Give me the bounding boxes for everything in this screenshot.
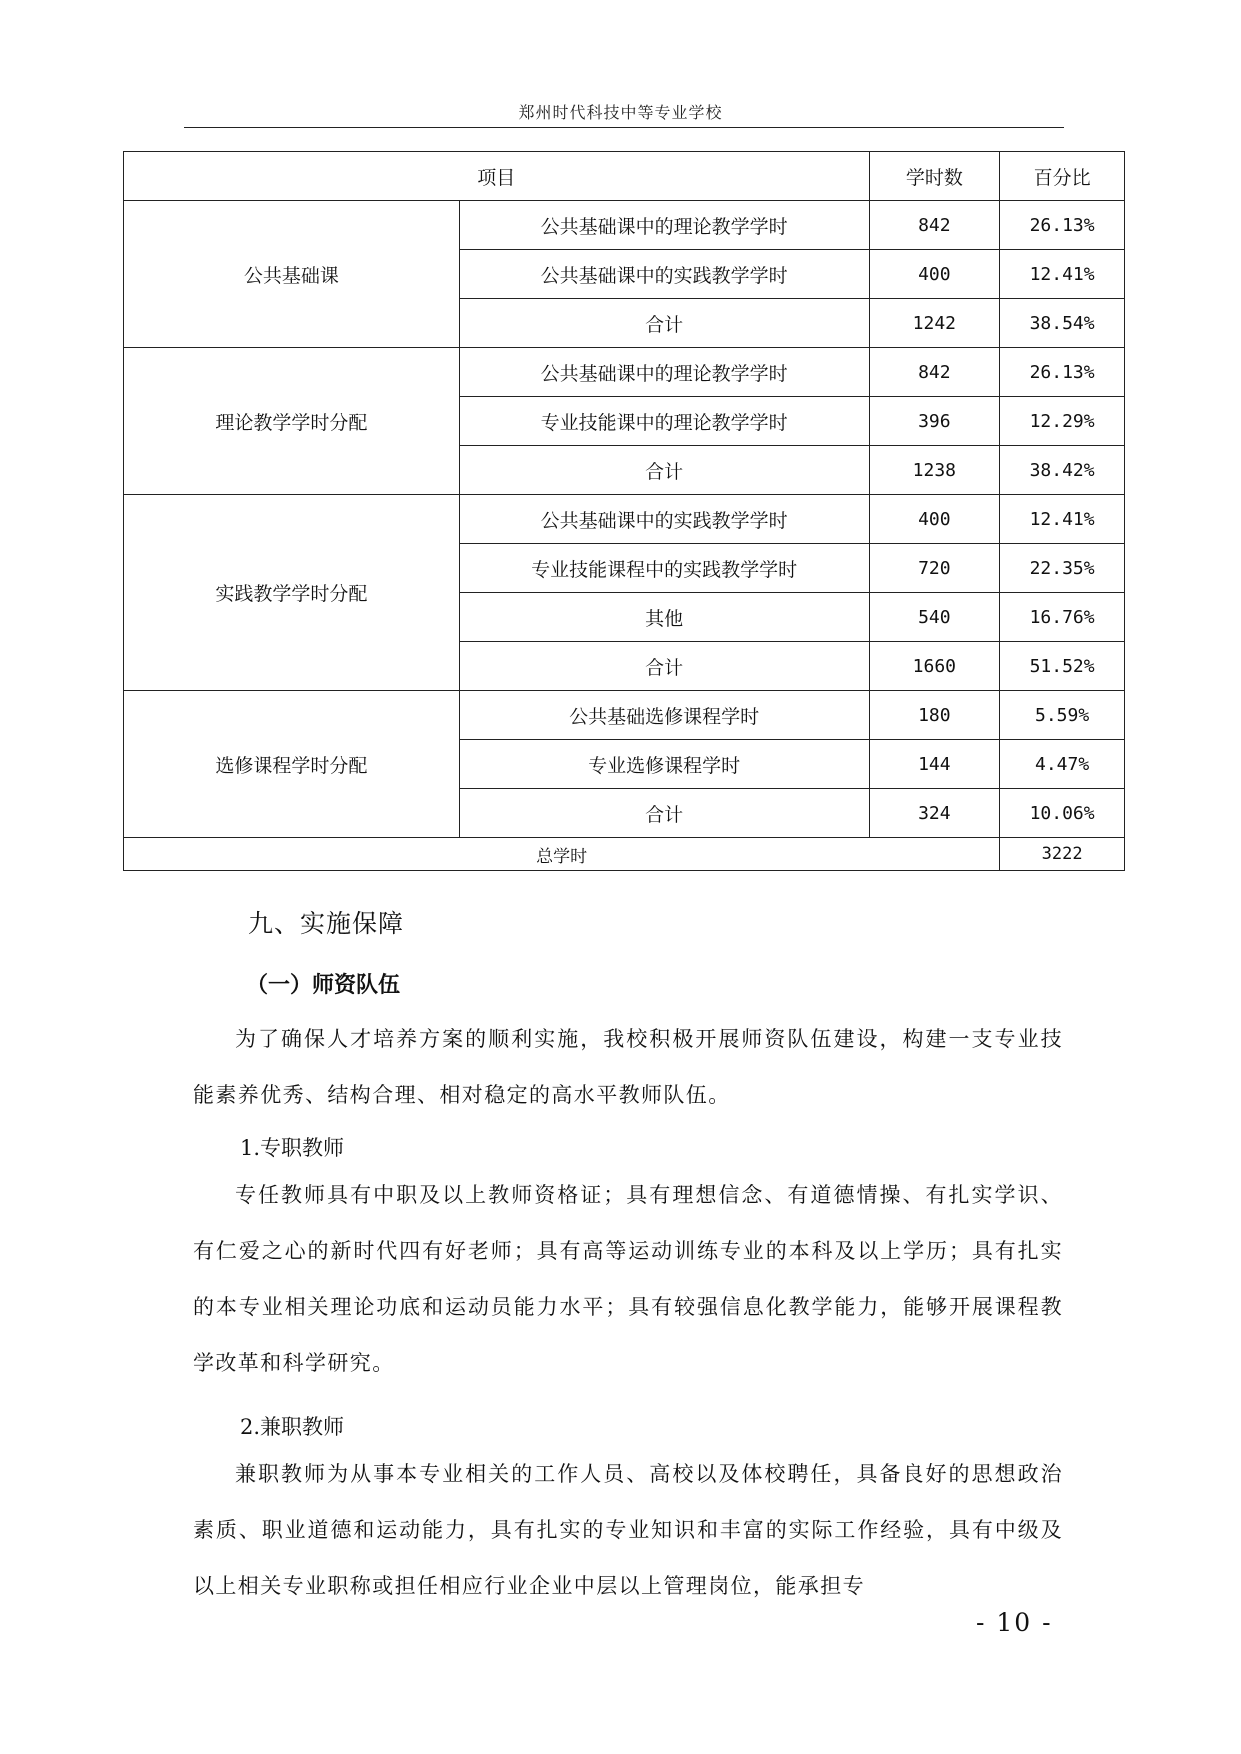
header-rule	[184, 127, 1064, 128]
hours-cell: 400	[869, 495, 1000, 544]
item-cell: 专业选修课程学时	[459, 740, 869, 789]
table-row	[124, 495, 1125, 544]
item-cell: 合计	[459, 642, 869, 691]
percent-cell: 5.59%	[1000, 691, 1125, 740]
hours-cell: 144	[869, 740, 1000, 789]
item-cell: 公共基础选修课程学时	[459, 691, 869, 740]
percent-cell: 51.52%	[1000, 642, 1125, 691]
percent-cell: 26.13%	[1000, 201, 1125, 250]
hours-cell: 400	[869, 250, 1000, 299]
item-cell: 其他	[459, 593, 869, 642]
hours-cell: 842	[869, 201, 1000, 250]
item-cell: 专业技能课中的理论教学学时	[459, 397, 869, 446]
percent-cell: 22.35%	[1000, 544, 1125, 593]
item-cell: 公共基础课中的实践教学学时	[459, 250, 869, 299]
percent-cell: 10.06%	[1000, 789, 1125, 838]
total-row	[124, 838, 1125, 871]
item1-heading: 1.专职教师	[240, 1136, 345, 1160]
percent-cell: 26.13%	[1000, 348, 1125, 397]
total-value-cell: 3222	[1000, 838, 1125, 871]
section-heading: 九、实施保障	[248, 909, 405, 938]
page-number: - 10 -	[976, 1608, 1053, 1637]
percent-cell: 4.47%	[1000, 740, 1125, 789]
item-cell: 合计	[459, 789, 869, 838]
percent-cell: 38.54%	[1000, 299, 1125, 348]
hours-cell: 1242	[869, 299, 1000, 348]
category-cell: 实践教学学时分配	[124, 495, 460, 691]
category-cell: 选修课程学时分配	[124, 691, 460, 838]
item2-heading: 2.兼职教师	[240, 1415, 345, 1439]
category-cell: 理论教学学时分配	[124, 348, 460, 495]
table-header-row	[124, 152, 1125, 201]
percent-cell: 12.41%	[1000, 250, 1125, 299]
header-cell-item: 项目	[124, 152, 870, 201]
school-name-header: 郑州时代科技中等专业学校	[518, 103, 723, 122]
item-cell: 专业技能课程中的实践教学学时	[459, 544, 869, 593]
hours-cell: 396	[869, 397, 1000, 446]
table-row	[124, 348, 1125, 397]
header-cell-percent: 百分比	[1000, 152, 1125, 201]
table-row	[124, 691, 1125, 740]
percent-cell: 12.29%	[1000, 397, 1125, 446]
hours-cell: 540	[869, 593, 1000, 642]
total-label-cell: 总学时	[124, 838, 1000, 871]
sub-heading: （一）师资队伍	[246, 973, 401, 998]
item-cell: 合计	[459, 299, 869, 348]
hours-cell: 1238	[869, 446, 1000, 495]
item-cell: 合计	[459, 446, 869, 495]
hours-cell: 324	[869, 789, 1000, 838]
hours-cell: 720	[869, 544, 1000, 593]
hours-cell: 180	[869, 691, 1000, 740]
table-row	[124, 201, 1125, 250]
percent-cell: 12.41%	[1000, 495, 1125, 544]
item-cell: 公共基础课中的实践教学学时	[459, 495, 869, 544]
percent-cell: 38.42%	[1000, 446, 1125, 495]
item-cell: 公共基础课中的理论教学学时	[459, 348, 869, 397]
intro-paragraph: 为了确保人才培养方案的顺利实施，我校积极开展师资队伍建设，构建一支专业技能素养优秀、结构合理、相对稳定的高水平教师队伍。	[193, 1027, 1063, 1107]
item1-paragraph: 专任教师具有中职及以上教师资格证；具有理想信念、有道德情操、有扎实学识、有仁爱之心的新时代四有好老师；具有高等运动训练专业的本科及以上学历；具有扎实的本专业相关理论功底和运动员能力水平；具有较强信息化教学能力，能够开展课程教学改革和科学研究。	[193, 1183, 1063, 1375]
hours-cell: 1660	[869, 642, 1000, 691]
item-cell: 公共基础课中的理论教学学时	[459, 201, 869, 250]
header-cell-hours: 学时数	[869, 152, 1000, 201]
category-cell: 公共基础课	[124, 201, 460, 348]
item2-paragraph: 兼职教师为从事本专业相关的工作人员、高校以及体校聘任，具备良好的思想政治素质、职业道德和运动能力，具有扎实的专业知识和丰富的实际工作经验，具有中级及以上相关专业职称或担任相应行业企业中层以上管理岗位，能承担专	[193, 1462, 1063, 1598]
hours-table	[123, 151, 1125, 871]
hours-cell: 842	[869, 348, 1000, 397]
percent-cell: 16.76%	[1000, 593, 1125, 642]
